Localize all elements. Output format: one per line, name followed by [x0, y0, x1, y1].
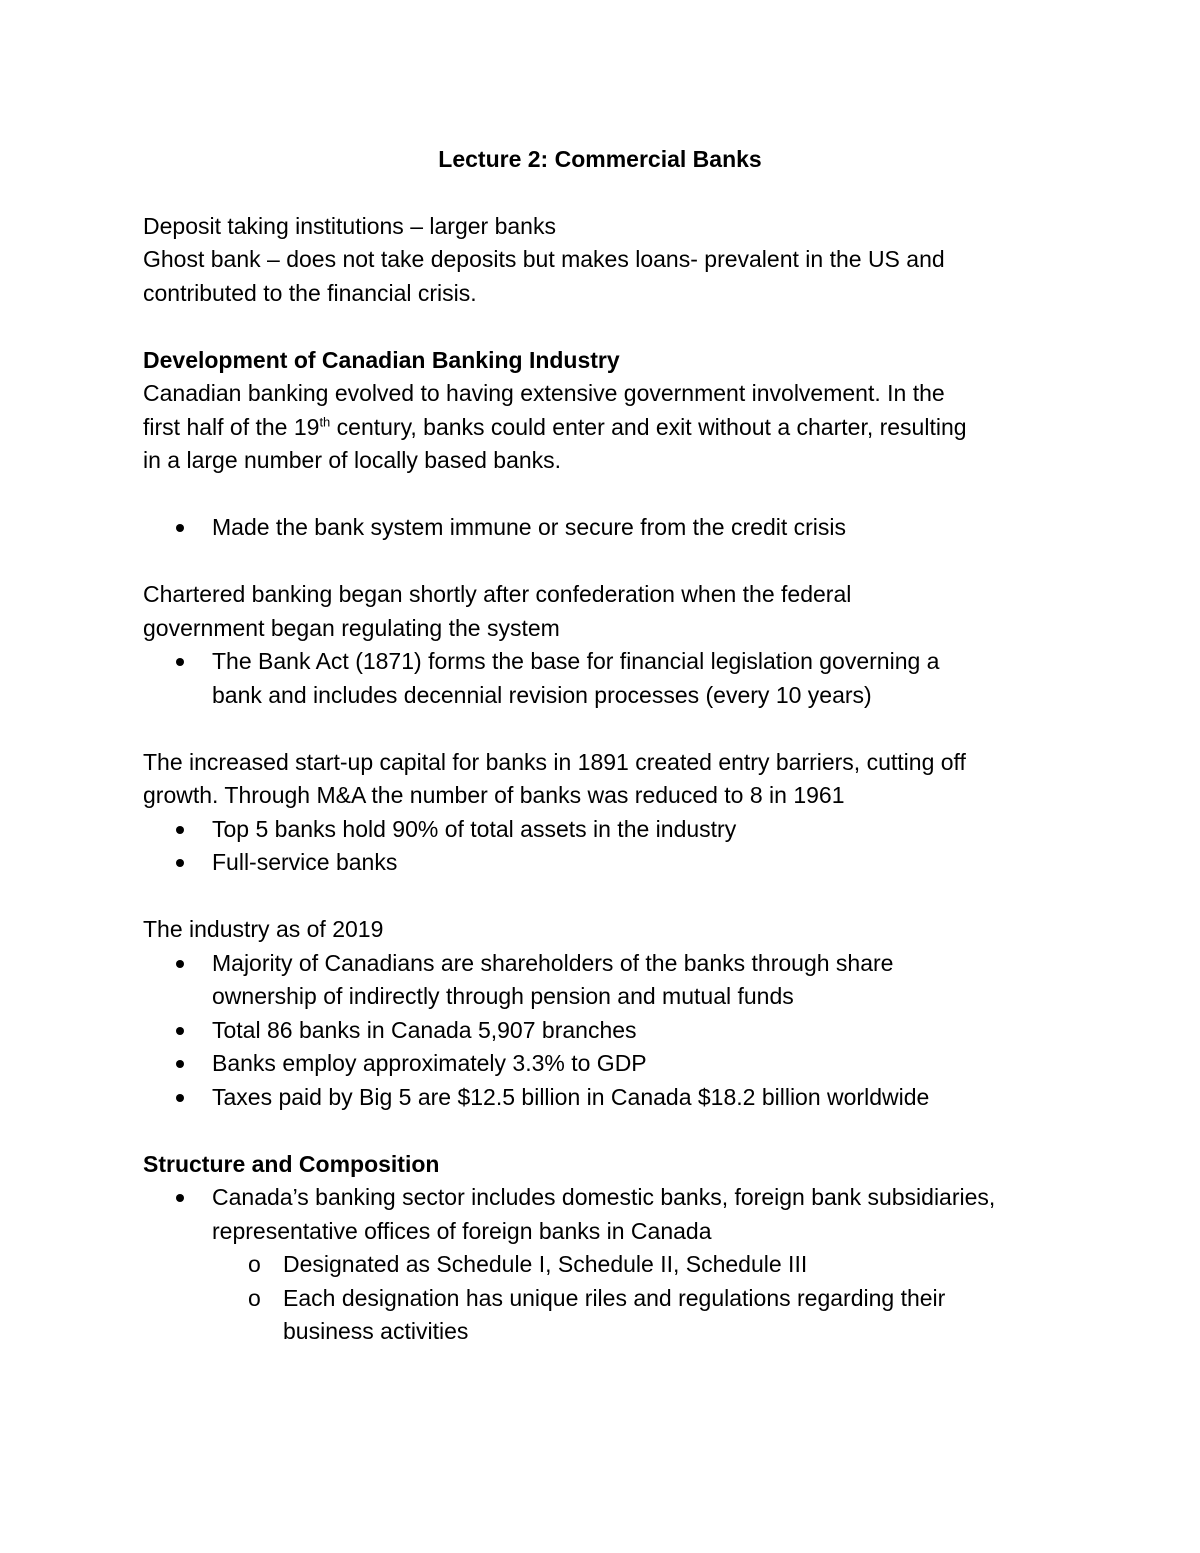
paragraph-line: The industry as of 2019 — [143, 916, 384, 942]
bullet-icon — [176, 1094, 184, 1102]
text-fragment: first half of the 19 — [143, 413, 320, 440]
section-heading-development: Development of Canadian Banking Industry — [143, 346, 620, 373]
bullet-item — [143, 1181, 1073, 1248]
sub-bullet-text: Designated as Schedule I, Schedule II, Schedule III — [283, 1251, 808, 1277]
bullet-item — [143, 1081, 1073, 1115]
bullet-text: Total 86 banks in Canada 5,907 branches — [212, 1016, 637, 1043]
intro-line: Deposit taking institutions – larger banks — [143, 212, 556, 239]
bullet-item — [143, 511, 1073, 545]
spacer — [143, 545, 1073, 579]
page-title: Lecture 2: Commercial Banks — [438, 146, 762, 172]
paragraph-line: The increased start-up capital for banks in 1891 created entry barriers, cutting off — [143, 748, 966, 775]
spacer — [143, 310, 1073, 344]
bullet-item — [143, 947, 1073, 1014]
paragraph-line: Chartered banking began shortly after confederation when the federal — [143, 581, 852, 607]
spacer — [143, 478, 1073, 512]
paragraph-line: Canadian banking evolved to having extensive government involvement. In the — [143, 380, 945, 406]
paragraph-line — [143, 411, 1073, 445]
document-body — [143, 143, 1073, 1349]
bullet-text: Made the bank system immune or secure from the credit crisis — [212, 514, 847, 540]
bullet-icon — [176, 1027, 184, 1035]
bullet-text: Full-service banks — [212, 849, 398, 875]
bullet-item — [143, 813, 1073, 847]
bullet-item — [143, 645, 1073, 712]
bullet-icon — [176, 859, 184, 867]
spacer — [143, 1114, 1073, 1148]
intro-line: Ghost bank – does not take deposits but makes loans- prevalent in the US and — [143, 246, 945, 272]
bullet-text: Majority of Canadians are shareholders of the banks through share — [212, 949, 894, 976]
sub-bullet-item — [143, 1248, 1073, 1282]
intro-line: contributed to the financial crisis. — [143, 279, 477, 306]
bullet-item — [143, 1014, 1073, 1048]
spacer — [143, 880, 1073, 914]
sub-bullet-item — [143, 1282, 1073, 1349]
bullet-text: Banks employ approximately 3.3% to GDP — [212, 1050, 647, 1076]
bullet-text: Top 5 banks hold 90% of total assets in the industry — [212, 815, 737, 842]
superscript: th — [319, 413, 331, 429]
paragraph-line: government began regulating the system — [143, 614, 560, 641]
sub-bullet-text: Each designation has unique riles and regulations regarding their — [283, 1284, 946, 1311]
bullet-icon — [176, 658, 184, 666]
hollow-circle-bullet-icon: o — [248, 1284, 261, 1311]
bullet-icon — [176, 826, 184, 834]
spacer — [143, 712, 1073, 746]
section-heading-structure: Structure and Composition — [143, 1150, 440, 1177]
bullet-icon — [176, 1060, 184, 1068]
text-fragment: century, banks could enter and exit without a charter, resulting — [330, 413, 967, 440]
bullet-icon — [176, 1194, 184, 1202]
bullet-item — [143, 846, 1073, 880]
bullet-text: Canada’s banking sector includes domestic banks, foreign bank subsidiaries, — [212, 1184, 996, 1210]
bullet-icon — [176, 960, 184, 968]
bullet-text: The Bank Act (1871) forms the base for financial legislation governing a — [212, 648, 940, 674]
bullet-item — [143, 1047, 1073, 1081]
bullet-icon — [176, 524, 184, 532]
hollow-circle-bullet-icon: o — [248, 1251, 261, 1277]
bullet-text: bank and includes decennial revision processes (every 10 years) — [212, 681, 872, 708]
paragraph-line: growth. Through M&A the number of banks was reduced to 8 in 1961 — [143, 782, 845, 808]
sub-bullet-text: business activities — [283, 1318, 469, 1344]
bullet-text: ownership of indirectly through pension and mutual funds — [212, 983, 794, 1009]
bullet-text: Taxes paid by Big 5 are $12.5 billion in Canada $18.2 billion worldwide — [212, 1083, 930, 1110]
paragraph-line: in a large number of locally based banks. — [143, 447, 562, 473]
bullet-text: representative offices of foreign banks in Canada — [212, 1217, 712, 1244]
